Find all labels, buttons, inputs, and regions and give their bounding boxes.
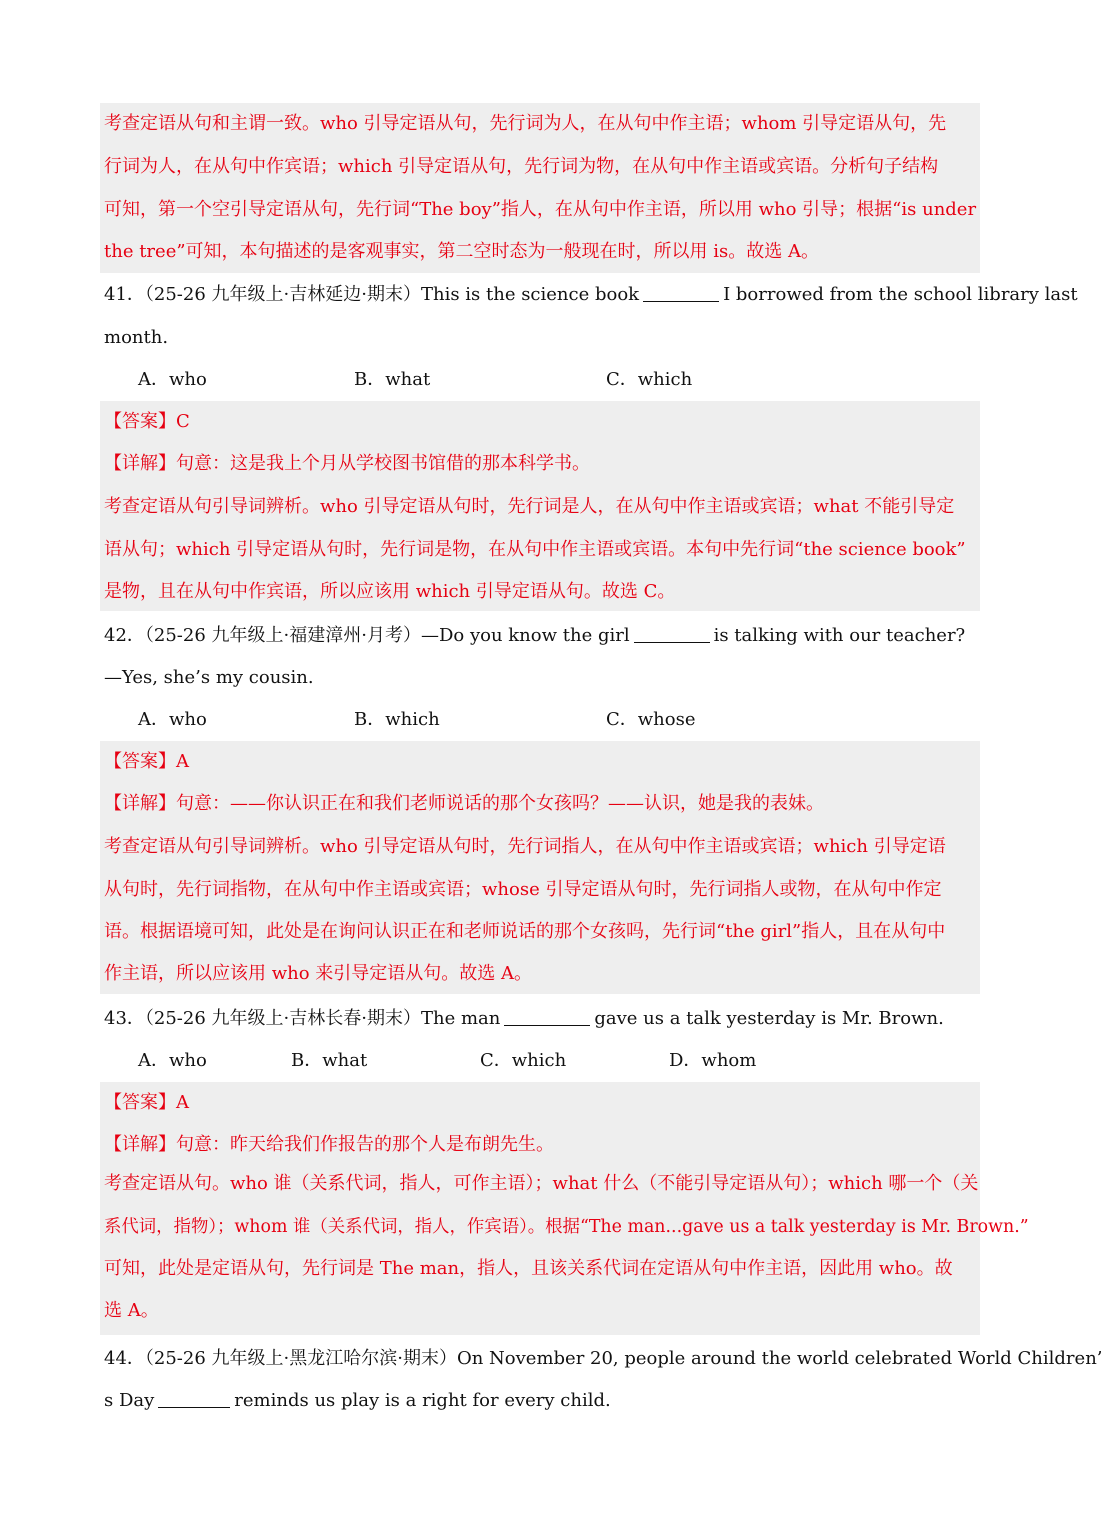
answer-line <box>104 1082 980 1124</box>
stem-text: gave us a talk yesterday is Mr. Brown. <box>594 1008 944 1029</box>
option-c: C．which <box>606 369 693 390</box>
question-44-stem-line2 <box>104 1380 980 1422</box>
detail-label: 【详解】 <box>104 1134 176 1155</box>
question-number: 44． <box>104 1348 145 1369</box>
answer-blank <box>634 624 710 643</box>
answer-label: 【答案】 <box>104 411 176 432</box>
explanation-line: the tree”可知，本句描述的是客观事实，第二空时态为一般现在时，所以用 is。故选 A。 <box>104 241 819 262</box>
option-a: A．who <box>138 369 207 390</box>
detail-text: 句意：——你认识正在和我们老师说话的那个女孩吗？——认识，她是我的表妹。 <box>176 793 824 814</box>
question-number: 41． <box>104 284 145 305</box>
option-b: B．what <box>354 369 431 390</box>
detail-line <box>104 443 980 485</box>
option-c: C．whose <box>606 709 696 730</box>
stem-text: This is the science book <box>420 284 640 305</box>
option-a: A．who <box>138 709 207 730</box>
answer-value: A <box>176 1092 189 1113</box>
explanation-line: 考查定语从句引导词辨析。who 引导定语从句时，先行词指人，在从句中作主语或宾语；which 引导定语 <box>104 836 946 857</box>
option-b: B．what <box>291 1050 368 1071</box>
question-source: （25-26 九年级上·吉林延边·期末） <box>144 284 421 305</box>
explanation-line: 系代词，指物）；whom 谁（关系代词，指人，作宾语）。根据“The man...gave us a talk yesterday is Mr. Brown.” <box>104 1217 1029 1237</box>
answer-blank <box>158 1389 230 1408</box>
option-c: C．which <box>480 1050 567 1071</box>
question-source: （25-26 九年级上·福建漳州·月考） <box>144 625 421 646</box>
answer-label: 【答案】 <box>104 751 176 772</box>
explanation-line: 语。根据语境可知，此处是在询问认识正在和老师说话的那个女孩吗，先行词“the girl”指人，且在从句中 <box>104 921 946 942</box>
stem-text: is talking with our teacher? <box>713 625 966 646</box>
stem-text: I borrowed from the school library last <box>723 284 1078 305</box>
question-44-stem <box>104 1338 1103 1380</box>
question-number: 42． <box>104 625 145 646</box>
explanation-line: 语从句；which 引导定语从句时，先行词是物，在从句中作主语或宾语。本句中先行词“the science book” <box>104 539 966 560</box>
question-43-stem <box>104 998 980 1040</box>
answer-blank <box>504 1007 590 1026</box>
explanation-line: 可知，第一个空引导定语从句，先行词“The boy”指人，在从句中作主语，所以用 who 引导；根据“is under <box>104 199 977 220</box>
question-41-stem-line2: month. <box>104 327 169 348</box>
question-42-stem-line2: —Yes, she’s my cousin. <box>104 667 314 688</box>
question-source: （25-26 九年级上·黑龙江哈尔滨·期末） <box>144 1348 457 1369</box>
option-d: D．whom <box>669 1050 757 1071</box>
detail-text: 句意：昨天给我们作报告的那个人是布朗先生。 <box>176 1134 554 1155</box>
answer-line <box>104 401 980 443</box>
option-a: A．who <box>138 1050 207 1071</box>
stem-text: On November 20, people around the world celebrated World Children’ <box>456 1348 1103 1369</box>
stem-text: —Do you know the girl <box>420 625 630 646</box>
detail-label: 【详解】 <box>104 453 176 474</box>
detail-line <box>104 783 980 825</box>
explanation-line: 行词为人，在从句中作宾语；which 引导定语从句，先行词为物，在从句中作主语或宾语。分析句子结构 <box>104 156 939 177</box>
detail-line <box>104 1124 980 1166</box>
explanation-line: 考查定语从句和主谓一致。who 引导定语从句，先行词为人，在从句中作主语；whom 引导定语从句，先 <box>104 113 947 134</box>
answer-blank <box>643 283 719 302</box>
option-b: B．which <box>354 709 440 730</box>
question-number: 43． <box>104 1008 145 1029</box>
stem-text: s Day <box>104 1390 155 1411</box>
explanation-line: 考查定语从句。who 谁（关系代词，指人，可作主语）；what 什么（不能引导定语从句）；which 哪一个（关 <box>104 1173 979 1194</box>
explanation-line: 作主语，所以应该用 who 来引导定语从句。故选 A。 <box>104 963 532 984</box>
detail-label: 【详解】 <box>104 793 176 814</box>
answer-line <box>104 741 980 783</box>
explanation-line: 可知，此处是定语从句，先行词是 The man，指人，且该关系代词在定语从句中作主语，因此用 who。故 <box>104 1258 953 1279</box>
answer-value: A <box>176 751 189 772</box>
answer-label: 【答案】 <box>104 1092 176 1113</box>
explanation-line: 从句时，先行词指物，在从句中作主语或宾语；whose 引导定语从句时，先行词指人或物，在从句中作定 <box>104 879 942 900</box>
explanation-line: 选 A。 <box>104 1300 159 1321</box>
explanation-line: 考查定语从句引导词辨析。who 引导定语从句时，先行词是人，在从句中作主语或宾语；what 不能引导定 <box>104 496 955 517</box>
question-42-stem <box>104 615 980 657</box>
detail-text: 句意：这是我上个月从学校图书馆借的那本科学书。 <box>176 453 590 474</box>
question-source: （25-26 九年级上·吉林长春·期末） <box>144 1008 421 1029</box>
explanation-line: 是物，且在从句中作宾语，所以应该用 which 引导定语从句。故选 C。 <box>104 581 676 602</box>
answer-value: C <box>176 411 190 432</box>
stem-text: The man <box>420 1008 501 1029</box>
stem-text: reminds us play is a right for every child. <box>234 1390 611 1411</box>
question-41-stem <box>104 274 1078 316</box>
